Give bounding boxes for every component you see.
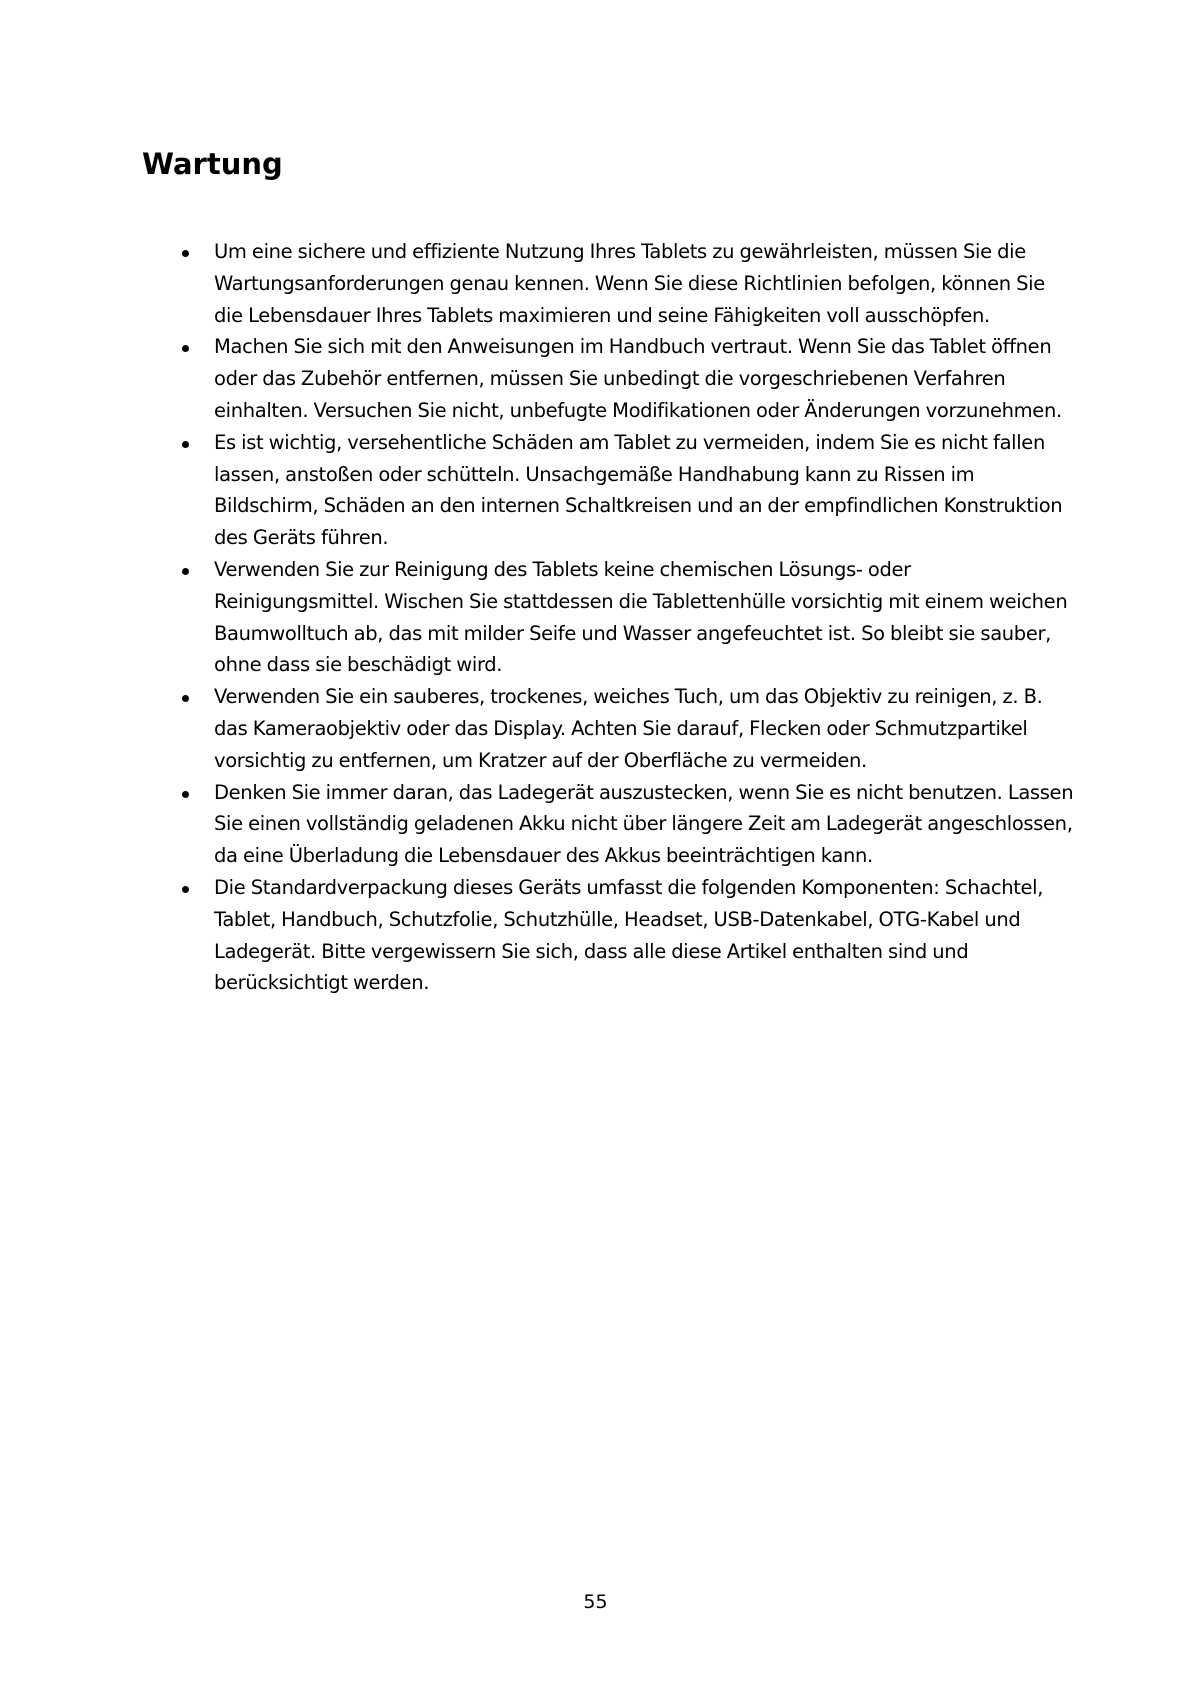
bullet-icon [182,250,189,257]
bullet-icon [182,345,189,352]
bullet-icon [182,568,189,575]
list-item [0,427,1191,554]
list-item [0,331,1191,426]
list-item [0,681,1191,776]
list-item-text: Die Standardverpackung dieses Geräts umfasst die folgenden Komponenten: Schachtel, Tablet, Handbuch, Schutzfolie, Schutzhülle, Headset, USB-Datenkabel, OTG-Kabel und Ladegerät. Bitte vergewissern Sie sich, dass alle diese Artikel enthalten sind und berücksichtigt werden. [214,875,1044,995]
list-item [0,777,1191,872]
list-item [0,554,1191,681]
bullet-icon [182,695,189,702]
page-title: Wartung [142,147,283,181]
list-item-text: Verwenden Sie zur Reinigung des Tablets keine chemischen Lösungs- oder Reinigungsmittel. Wischen Sie stattdessen die Tablettenhülle vorsichtig mit einem weichen Baumwolltuch ab, das mit milder Seife und Wasser angefeuchtet ist. So bleibt sie sauber, ohne dass sie beschädigt wird. [214,557,1068,677]
list-item-text: Denken Sie immer daran, das Ladegerät auszustecken, wenn Sie es nicht benutzen. Lassen Sie einen vollständig geladenen Akku nicht über längere Zeit am Ladegerät angeschlossen, da eine Überladung die Lebensdauer des Akkus beeinträchtigen kann. [214,780,1074,868]
list-item [0,872,1191,999]
list-item-text: Um eine sichere und effiziente Nutzung Ihres Tablets zu gewährleisten, müssen Sie die Wartungsanforderungen genau kennen. Wenn Sie diese Richtlinien befolgen, können Sie die Lebensdauer Ihres Tablets maximieren und seine Fähigkeiten voll ausschöpfen. [214,240,1045,327]
bullet-icon [182,441,189,448]
maintenance-bullet-list [0,236,1191,999]
list-item-text: Verwenden Sie ein sauberes, trockenes, weiches Tuch, um das Objektiv zu reinigen, z. B. das Kameraobjektiv oder das Display. Achten Sie darauf, Flecken oder Schmutzpartikel vorsichtig zu entfernen, um Kratzer auf der Oberfläche zu vermeiden. [214,685,1043,772]
list-item [0,236,1191,331]
bullet-icon [182,886,189,893]
list-item-text: Machen Sie sich mit den Anweisungen im Handbuch vertraut. Wenn Sie das Tablet öffnen oder das Zubehör entfernen, müssen Sie unbedingt die vorgeschriebenen Verfahren einhalten. Versuchen Sie nicht, unbefugte Modifikationen oder Änderungen vorzunehmen. [214,335,1062,422]
page-number: 55 [583,1591,608,1613]
list-item-text: Es ist wichtig, versehentliche Schäden am Tablet zu vermeiden, indem Sie es nicht fallen lassen, anstoßen oder schütteln. Unsachgemäße Handhabung kann zu Rissen im Bildschirm, Schäden an den internen Schaltkreisen und an der empfindlichen Konstruktion des Geräts führen. [214,430,1063,550]
bullet-icon [182,791,189,798]
